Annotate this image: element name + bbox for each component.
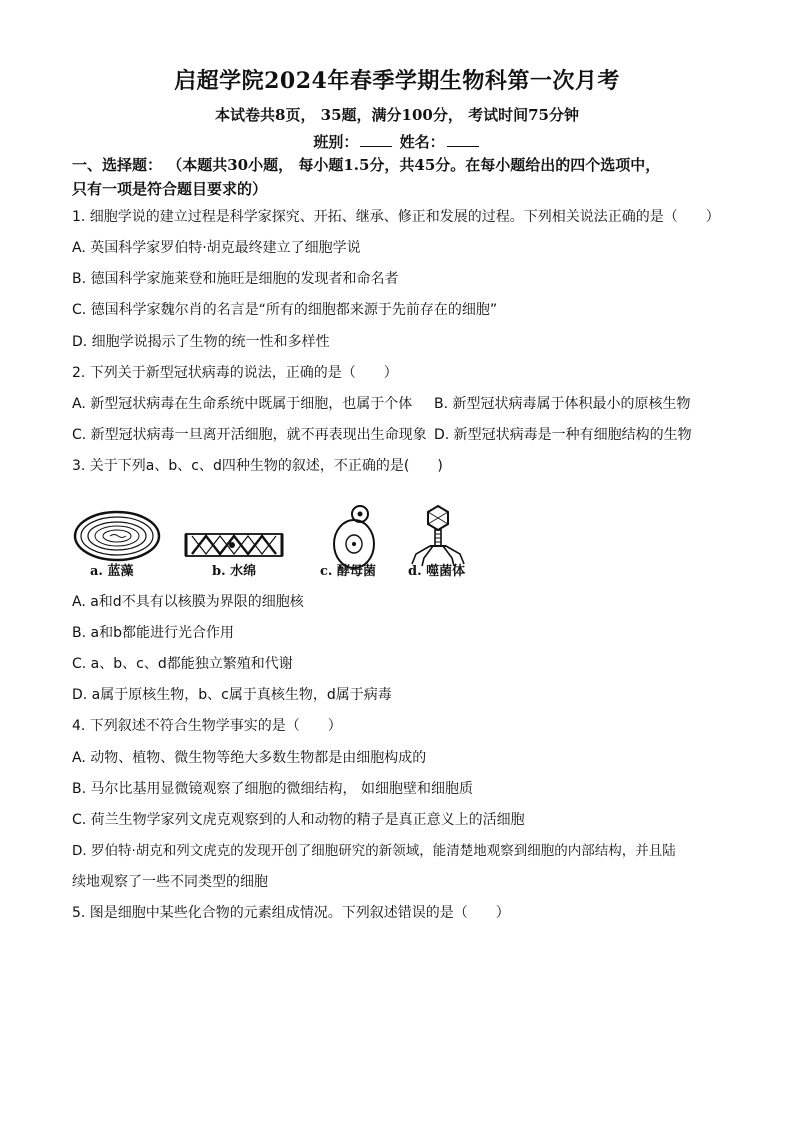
- caption-c: c. 酵母菌: [320, 564, 376, 579]
- q4-stem: 4. 下列叙述不符合生物学事实的是（ ）: [72, 718, 342, 734]
- q2-option-d: D. 新型冠状病毒是一种有细胞结构的生物: [434, 427, 692, 443]
- caption-a: a. 蓝藻: [90, 564, 134, 579]
- section-heading: [72, 153, 728, 201]
- q3-stem: 3. 关于下列a、b、c、d四种生物的叙述，不正确的是( ): [72, 458, 443, 474]
- exam-title: 启超学院2024年春季学期生物科第一次月考: [174, 68, 620, 94]
- name-label: 姓名：: [399, 133, 445, 151]
- caption-d: d. 噬菌体: [408, 564, 466, 579]
- exam-subtitle: 本试卷共8页， 35题，满分100分， 考试时间75分钟: [215, 106, 579, 124]
- q4-option-c: C. 荷兰生物学家列文虎克观察到的人和动物的精子是真正意义上的活细胞: [72, 812, 525, 828]
- q3-option-a: A. a和d不具有以核膜为界限的细胞核: [72, 594, 304, 610]
- caption-b: b. 水绵: [212, 564, 257, 579]
- name-blank: [447, 132, 479, 147]
- q1-option-a: A. 英国科学家罗伯特·胡克最终建立了细胞学说: [72, 240, 361, 256]
- q3-option-b: B. a和b都能进行光合作用: [72, 625, 234, 641]
- q1-option-b: B. 德国科学家施莱登和施旺是细胞的发现者和命名者: [72, 271, 399, 287]
- q1-option-d: D. 细胞学说揭示了生物的统一性和多样性: [72, 334, 330, 350]
- q2-option-a: A. 新型冠状病毒在生命系统中既属于细胞，也属于个体: [72, 396, 413, 412]
- q3-figure: [72, 492, 492, 580]
- q4-option-b: B. 马尔比基用显微镜观察了细胞的微细结构， 如细胞壁和细胞质: [72, 781, 473, 797]
- q3-option-c: C. a、b、c、d都能独立繁殖和代谢: [72, 656, 293, 672]
- class-blank: [360, 132, 392, 147]
- class-name-line: [0, 131, 794, 152]
- q4-option-d-continued: 续地观察了一些不同类型的细胞: [72, 874, 268, 890]
- q2-option-c: C. 新型冠状病毒一旦离开活细胞，就不再表现出生命现象: [72, 427, 427, 443]
- q4-option-d: D. 罗伯特·胡克和列文虎克的发现开创了细胞研究的新领域，能清楚地观察到细胞的内部结构，并且陆: [72, 843, 676, 859]
- q5-stem: 5. 图是细胞中某些化合物的元素组成情况。下列叙述错误的是（ ）: [72, 905, 510, 921]
- section-heading-line2: 只有一项是符合题目要求的）: [72, 180, 268, 198]
- q2-stem: 2. 下列关于新型冠状病毒的说法，正确的是（ ）: [72, 365, 398, 381]
- class-label: 班别：: [313, 133, 359, 151]
- q3-option-d: D. a属于原核生物，b、c属于真核生物，d属于病毒: [72, 687, 392, 703]
- q4-option-a: A. 动物、植物、微生物等绝大多数生物都是由细胞构成的: [72, 750, 427, 766]
- section-heading-line1: 一、选择题： （本题共30小题， 每小题1.5分，共45分。在每小题给出的四个选项中，: [72, 156, 661, 174]
- q2-option-b: B. 新型冠状病毒属于体积最小的原核生物: [434, 396, 691, 412]
- q1-stem: 1. 细胞学说的建立过程是科学家探究、开拓、继承、修正和发展的过程。下列相关说法正确的是（ ）: [72, 209, 720, 225]
- q1-option-c: C. 德国科学家魏尔肖的名言是“所有的细胞都来源于先前存在的细胞”: [72, 302, 498, 318]
